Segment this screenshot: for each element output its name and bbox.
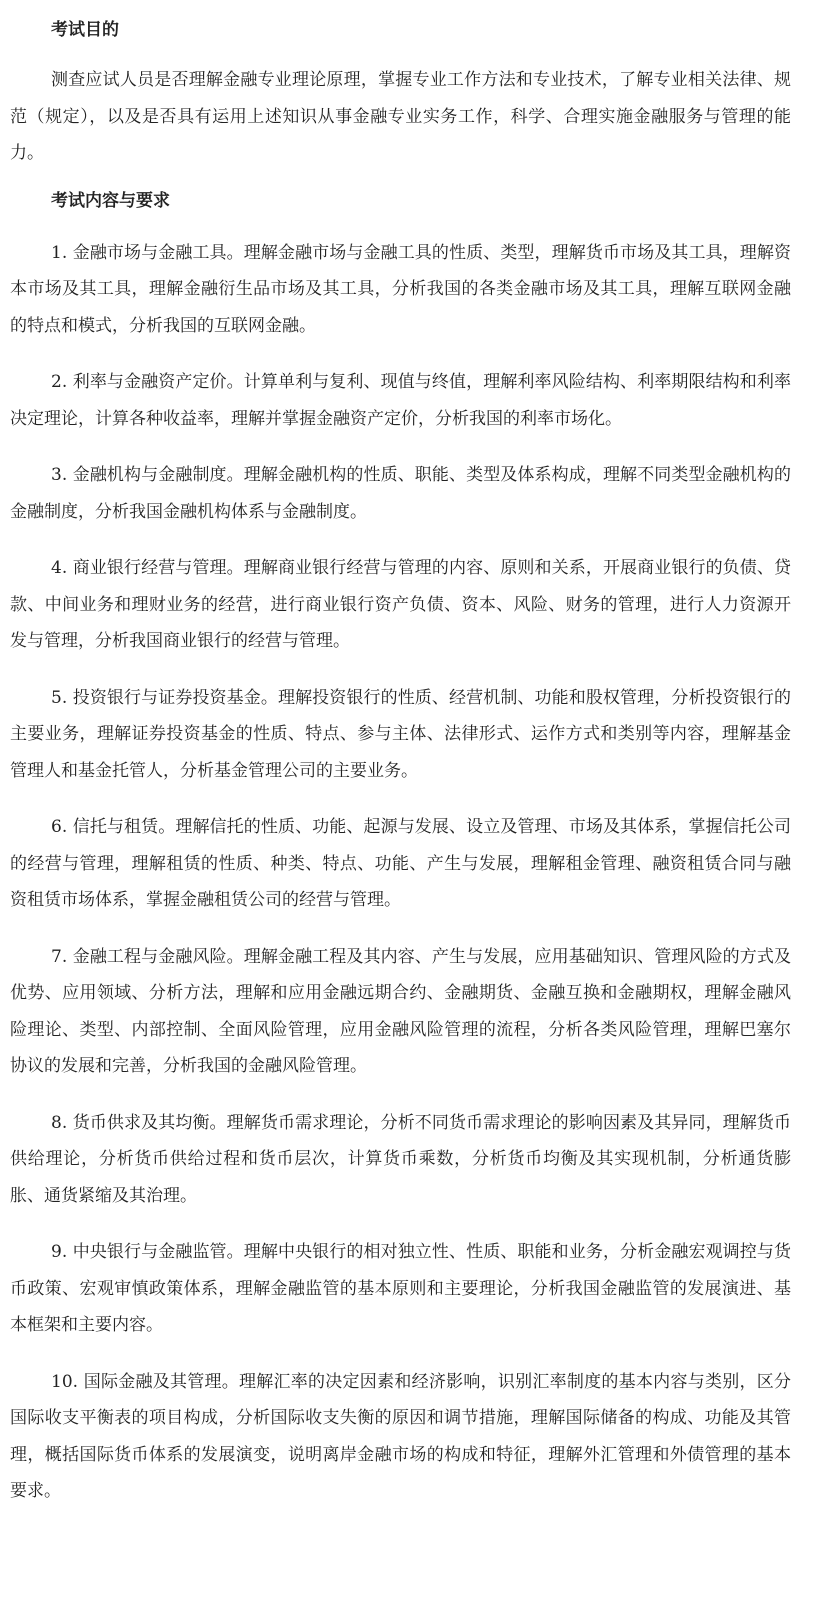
item-trust-leasing: 6. 信托与租赁。理解信托的性质、功能、起源与发展、设立及管理、市场及其体系，掌握信托公司的经营与管理，理解租赁的性质、种类、特点、功能、产生与发展，理解租金管理、融资租赁合同与融资租赁市场体系，掌握金融租赁公司的经营与管理。 [10, 817, 791, 910]
item-investment-banks-funds: 5. 投资银行与证券投资基金。理解投资银行的性质、经营机制、功能和股权管理，分析投资银行的主要业务，理解证券投资基金的性质、特点、参与主体、法律形式、运作方式和类别等内容，理解基金管理人和基金托管人，分析基金管理公司的主要业务。 [10, 687, 791, 781]
item-interest-rate-pricing: 2. 利率与金融资产定价。计算单利与复利、现值与终值，理解利率风险结构、利率期限结构和利率决定理论，计算各种收益率，理解并掌握金融资产定价，分析我国的利率市场化。 [10, 372, 791, 429]
objective-paragraph: 测查应试人员是否理解金融专业理论原理，掌握专业工作方法和专业技术，了解专业相关法律、规范（规定），以及是否具有运用上述知识从事金融专业实务工作，科学、合理实施金融服务与管理的能力。 [10, 70, 791, 163]
content-heading: 考试内容与要求 [51, 190, 170, 211]
item-financial-engineering-risk: 7. 金融工程与金融风险。理解金融工程及其内容、产生与发展，应用基础知识、管理风险的方式及优势、应用领域、分析方法，理解和应用金融远期合约、金融期货、金融互换和金融期权，理解金融风险理论、类型、内部控制、全面风险管理，应用金融风险管理的流程，分析各类风险管理，理解巴塞尔协议的发展和完善，分析我国的金融风险管理。 [10, 946, 791, 1076]
item-financial-markets: 1. 金融市场与金融工具。理解金融市场与金融工具的性质、类型，理解货币市场及其工具，理解资本市场及其工具，理解金融衍生品市场及其工具，分析我国的各类金融市场及其工具，理解互联网金融的特点和模式，分析我国的互联网金融。 [10, 242, 791, 336]
item-central-bank-regulation: 9. 中央银行与金融监管。理解中央银行的相对独立性、性质、职能和业务，分析金融宏观调控与货币政策、宏观审慎政策体系，理解金融监管的基本原则和主要理论，分析我国金融监管的发展演进、基本框架和主要内容。 [10, 1242, 791, 1335]
item-financial-institutions: 3. 金融机构与金融制度。理解金融机构的性质、职能、类型及体系构成，理解不同类型金融机构的金融制度，分析我国金融机构体系与金融制度。 [10, 465, 791, 522]
item-money-supply-demand: 8. 货币供求及其均衡。理解货币需求理论，分析不同货币需求理论的影响因素及其异同，理解货币供给理论，分析货币供给过程和货币层次，计算货币乘数，分析货币均衡及其实现机制，分析通货膨胀、通货紧缩及其治理。 [10, 1112, 791, 1206]
item-commercial-banks: 4. 商业银行经营与管理。理解商业银行经营与管理的内容、原则和关系，开展商业银行的负债、贷款、中间业务和理财业务的经营，进行商业银行资产负债、资本、风险、财务的管理，进行人力资源开发与管理，分析我国商业银行的经营与管理。 [10, 558, 791, 651]
item-international-finance: 10. 国际金融及其管理。理解汇率的决定因素和经济影响，识别汇率制度的基本内容与类别，区分国际收支平衡表的项目构成，分析国际收支失衡的原因和调节措施，理解国际储备的构成、功能及其管理，概括国际货币体系的发展演变，说明离岸金融市场的构成和特征，理解外汇管理和外债管理的基本要求。 [10, 1371, 791, 1501]
objective-heading: 考试目的 [51, 20, 119, 40]
